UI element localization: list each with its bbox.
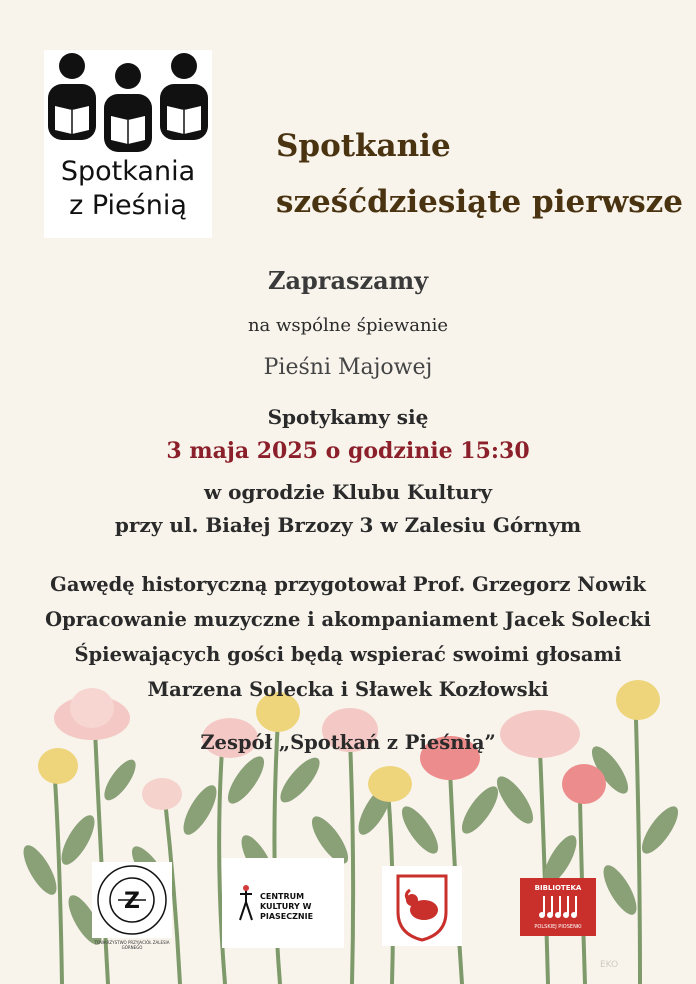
invite-subheading: na wspólne śpiewanie bbox=[247, 315, 449, 336]
logo-text bbox=[44, 155, 212, 223]
tzpzg-emblem-icon bbox=[92, 862, 172, 938]
biblioteka-logo bbox=[520, 878, 596, 936]
ensemble-name: Zespół „Spotkań z Pieśnią” bbox=[200, 731, 496, 754]
tzpzg-label: TOWARZYSTWO PRZYJACIÓŁ ZALESIA GÓRNEGO bbox=[94, 940, 170, 950]
dancer-icon bbox=[236, 884, 256, 924]
svg-text:Z: Z bbox=[124, 889, 140, 914]
three-singers-icon bbox=[44, 50, 212, 160]
tzpzg-logo bbox=[92, 862, 172, 938]
invite-heading: Zapraszamy bbox=[267, 266, 429, 295]
invite-songs: Pieśni Majowej bbox=[263, 355, 433, 380]
meeting-place-line1: w ogrodzie Klubu Kultury bbox=[203, 480, 493, 504]
meeting-place-line2: przy ul. Białej Brzozy 3 w Zalesiu Górnym bbox=[114, 513, 582, 537]
credit-line: Opracowanie muzyczne i akompaniament Jacek Solecki bbox=[45, 608, 651, 631]
page-title bbox=[276, 118, 683, 230]
title-line1: Spotkanie bbox=[276, 128, 451, 164]
meeting-date: 3 maja 2025 o godzinie 15:30 bbox=[166, 438, 530, 464]
biblioteka-title: BIBLIOTEKA bbox=[534, 884, 582, 892]
credit-line: Gawędę historyczną przygotował Prof. Grzegorz Nowik bbox=[50, 573, 646, 596]
zalesie-coat-of-arms bbox=[382, 866, 462, 946]
watermark: EKO bbox=[600, 960, 619, 970]
logo-line2: z Pieśnią bbox=[69, 190, 187, 221]
meeting-heading: Spotykamy się bbox=[267, 405, 429, 429]
credit-line: Śpiewających gości będą wspierać swoimi głosami bbox=[74, 643, 622, 666]
title-line2: sześćdziesiąte pierwsze bbox=[276, 184, 684, 220]
centrum-kultury-logo bbox=[222, 858, 344, 948]
ram-shield-icon bbox=[382, 866, 462, 946]
centrum-kultury-label: CENTRUM KULTURY W PIASECZNIE bbox=[260, 892, 314, 921]
music-notes-icon bbox=[538, 894, 578, 920]
logo-line1: Spotkania bbox=[60, 156, 196, 187]
credit-line: Marzena Solecka i Sławek Kozłowski bbox=[147, 678, 549, 701]
biblioteka-subtitle: POLSKIEJ PIOSENKI bbox=[534, 924, 582, 930]
